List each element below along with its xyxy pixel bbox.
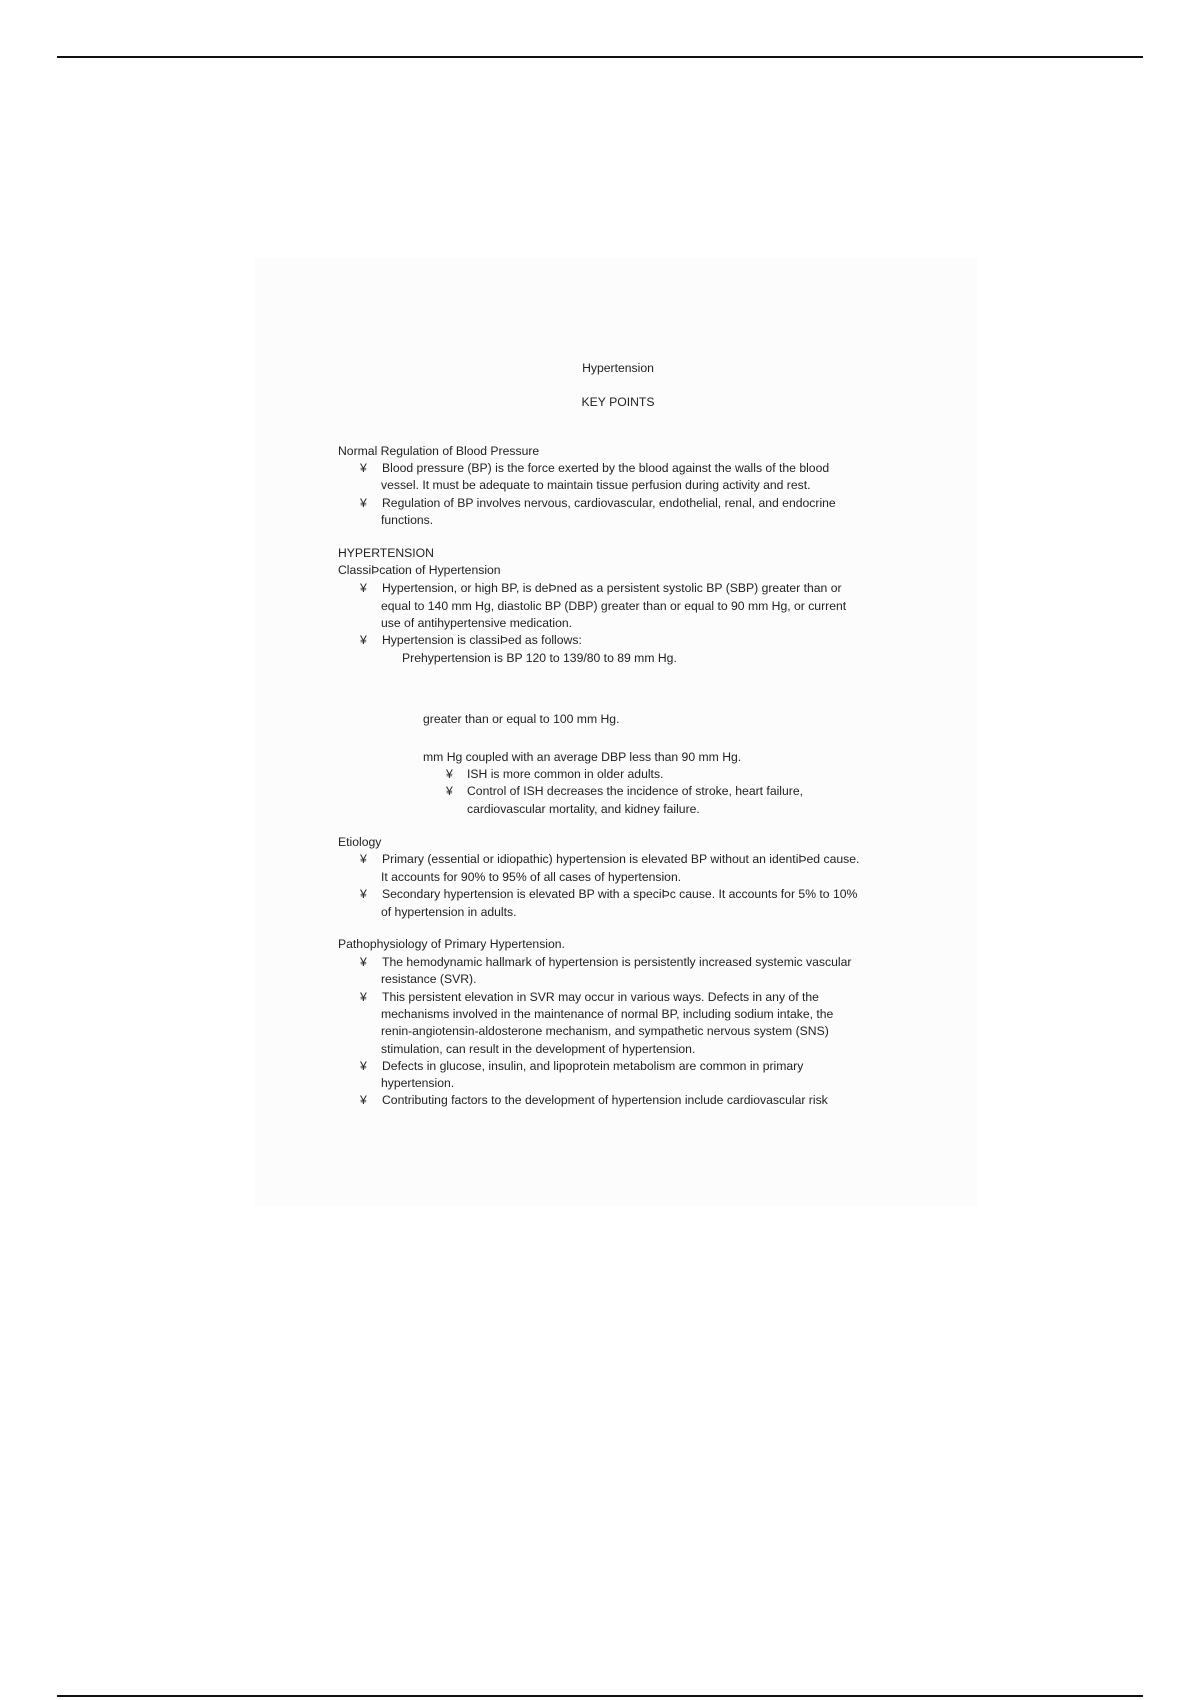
body-line: ISH is more common in older adults.: [467, 767, 664, 781]
bottom-rule: [57, 1695, 1143, 1697]
bullet-marker: ¥: [360, 496, 367, 510]
body-line: resistance (SVR).: [381, 972, 477, 986]
body-line: Primary (essential or idiopathic) hypertension is elevated BP without an identiÞed cause.: [382, 852, 860, 866]
body-line: hypertension.: [381, 1076, 455, 1090]
document-page: [338, 0, 908, 1700]
bullet-marker: ¥: [446, 767, 453, 781]
body-line: Contributing factors to the development of hypertension include cardiovascular risk: [382, 1093, 828, 1107]
subheading-classification: ClassiÞcation of Hypertension: [338, 563, 501, 577]
body-line: Control of ISH decreases the incidence of stroke, heart failure,: [467, 784, 804, 798]
document-subtitle: KEY POINTS: [581, 395, 655, 409]
body-line: cardiovascular mortality, and kidney failure.: [467, 802, 700, 816]
section-heading-pathophysiology: Pathophysiology of Primary Hypertension.: [338, 937, 565, 951]
body-line: mechanisms involved in the maintenance of normal BP, including sodium intake, the: [381, 1007, 834, 1021]
body-line: Regulation of BP involves nervous, cardiovascular, endothelial, renal, and endocrine: [382, 496, 836, 510]
bullet-marker: ¥: [360, 990, 367, 1004]
bullet-marker: ¥: [360, 581, 367, 595]
body-line: use of antihypertensive medication.: [381, 616, 573, 630]
body-line: stimulation, can result in the development of hypertension.: [381, 1042, 696, 1056]
section-heading-hypertension: HYPERTENSION: [338, 546, 434, 560]
body-line: renin-angiotensin-aldosterone mechanism, and sympathetic nervous system (SNS): [381, 1024, 829, 1038]
body-line: It accounts for 90% to 95% of all cases of hypertension.: [381, 870, 682, 884]
body-line: equal to 140 mm Hg, diastolic BP (DBP) greater than or equal to 90 mm Hg, or current: [381, 599, 847, 613]
body-line: Hypertension, or high BP, is deÞned as a persistent systolic BP (SBP) greater than or: [382, 581, 842, 595]
document-title: Hypertension: [582, 361, 654, 375]
body-line: Defects in glucose, insulin, and lipoprotein metabolism are common in primary: [382, 1059, 804, 1073]
bullet-marker: ¥: [446, 784, 453, 798]
bullet-marker: ¥: [360, 1093, 367, 1107]
body-line: Prehypertension is BP 120 to 139/80 to 89 mm Hg.: [402, 651, 677, 665]
bullet-marker: ¥: [360, 461, 367, 475]
section-heading-etiology: Etiology: [338, 835, 382, 849]
bullet-marker: ¥: [360, 633, 367, 647]
body-line: functions.: [381, 513, 434, 527]
section-heading-normal-regulation: Normal Regulation of Blood Pressure: [338, 444, 540, 458]
body-line: Secondary hypertension is elevated BP with a speciÞc cause. It accounts for 5% to 10%: [382, 887, 858, 901]
body-line: This persistent elevation in SVR may occur in various ways. Defects in any of the: [382, 990, 819, 1004]
body-line: The hemodynamic hallmark of hypertension is persistently increased systemic vascular: [382, 955, 852, 969]
bullet-marker: ¥: [360, 1059, 367, 1073]
body-line: Hypertension is classiÞed as follows:: [382, 633, 582, 647]
bullet-marker: ¥: [360, 887, 367, 901]
bullet-marker: ¥: [360, 955, 367, 969]
body-line: greater than or equal to 100 mm Hg.: [423, 712, 620, 726]
body-line: of hypertension in adults.: [381, 905, 517, 919]
body-line: mm Hg coupled with an average DBP less than 90 mm Hg.: [423, 750, 742, 764]
body-line: Blood pressure (BP) is the force exerted by the blood against the walls of the blood: [382, 461, 830, 475]
body-line: vessel. It must be adequate to maintain tissue perfusion during activity and rest.: [381, 478, 811, 492]
bullet-marker: ¥: [360, 852, 367, 866]
